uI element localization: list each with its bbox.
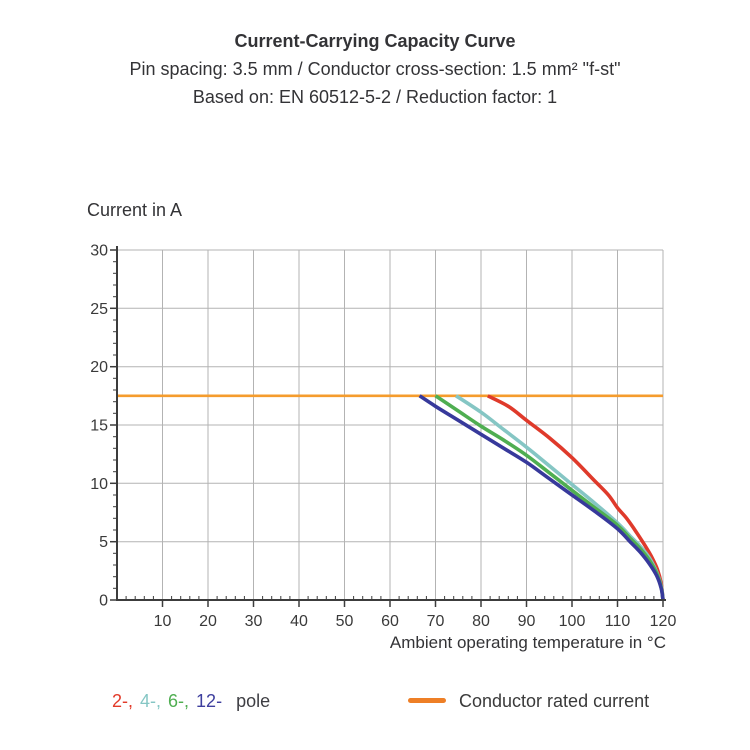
legend-pole-suffix: pole [236, 691, 271, 711]
y-tick-label: 10 [90, 475, 108, 493]
x-tick-label: 60 [381, 613, 399, 630]
legend-pole-label: 4-, [140, 691, 162, 711]
curve-4-pole [456, 396, 663, 600]
legend-line-swatch [408, 698, 446, 703]
x-tick-label: 110 [604, 613, 631, 630]
legend-pole-label: 2-, [112, 691, 134, 711]
legend-poles [112, 691, 270, 712]
y-tick-label: 15 [90, 417, 108, 435]
x-tick-label: 70 [426, 613, 445, 630]
x-tick-label: 20 [199, 613, 217, 630]
x-tick-label: 50 [335, 613, 354, 630]
legend-pole-label: 12- [196, 691, 223, 711]
chart-title: Current-Carrying Capacity Curve [234, 31, 516, 51]
y-tick-label: 5 [99, 534, 108, 552]
legend-pole-items [112, 691, 229, 711]
chart-subtitle: Pin spacing: 3.5 mm / Conductor cross-section: 1.5 mm² "f-st" [129, 59, 621, 79]
legend-rated [408, 691, 649, 712]
x-axis-title: Ambient operating temperature in °C [389, 633, 666, 652]
legend-pole-label: 6-, [168, 691, 190, 711]
curve-12-pole [420, 396, 663, 600]
y-tick-label: 20 [90, 359, 108, 377]
chart-basis: Based on: EN 60512-5-2 / Reduction factor: 1 [192, 87, 558, 107]
x-tick-label: 120 [649, 613, 677, 630]
y-tick-label: 25 [90, 300, 108, 318]
x-tick-label: 30 [244, 613, 263, 630]
x-tick-label: 40 [290, 613, 308, 630]
y-tick-label: 0 [99, 592, 108, 610]
x-tick-label: 90 [517, 613, 536, 630]
x-tick-label: 10 [153, 613, 172, 630]
x-tick-label: 100 [558, 613, 586, 630]
y-axis-title: Current in A [87, 200, 183, 220]
y-tick-label: 30 [90, 242, 108, 260]
legend-rated-label: Conductor rated current [459, 691, 650, 711]
x-tick-label: 80 [472, 613, 490, 630]
